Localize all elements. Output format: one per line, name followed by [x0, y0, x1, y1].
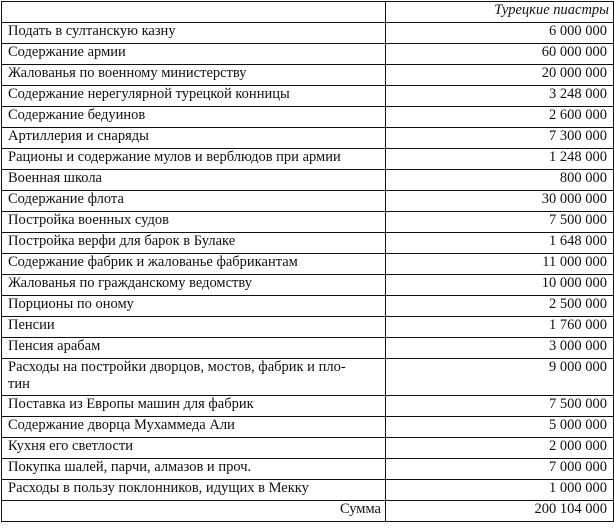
row-label: Содержание бедуинов: [2, 107, 386, 128]
table-row: [2, 396, 614, 417]
row-value: 7 500 000: [386, 396, 614, 417]
table-row: [2, 438, 614, 459]
row-value: 1 000 000: [386, 480, 614, 501]
row-label: Содержание армии: [2, 44, 386, 65]
row-label: Содержание флота: [2, 191, 386, 212]
table-row: [2, 149, 614, 170]
table-row: [2, 107, 614, 128]
row-label: Жалованья по гражданскому ведомству: [2, 275, 386, 296]
row-value: 6 000 000: [386, 23, 614, 44]
row-value: 2 600 000: [386, 107, 614, 128]
row-value: 30 000 000: [386, 191, 614, 212]
row-label: Рационы и содержание мулов и верблюдов при армии: [2, 149, 386, 170]
table-row: [2, 44, 614, 65]
row-value: 3 248 000: [386, 86, 614, 107]
total-value: 200 104 000: [386, 501, 614, 522]
row-value: 9 000 000: [386, 359, 614, 396]
table-row: [2, 317, 614, 338]
row-value: 1 248 000: [386, 149, 614, 170]
table-row: [2, 480, 614, 501]
row-label: Покупка шалей, парчи, алмазов и проч.: [2, 459, 386, 480]
row-value: 2 500 000: [386, 296, 614, 317]
header-label-cell: [2, 2, 386, 23]
row-value: 5 000 000: [386, 417, 614, 438]
table-row: [2, 170, 614, 191]
table-row: [2, 417, 614, 438]
table-row: [2, 191, 614, 212]
row-label: Военная школа: [2, 170, 386, 191]
row-label: Содержание дворца Мухаммеда Али: [2, 417, 386, 438]
row-value: 11 000 000: [386, 254, 614, 275]
row-value: 2 000 000: [386, 438, 614, 459]
table-row: [2, 128, 614, 149]
row-label: Порционы по оному: [2, 296, 386, 317]
row-label: [2, 359, 386, 396]
table-row: [2, 233, 614, 254]
row-label-line-1: Расходы на постройки дворцов, мостов, фабрик и пло-: [8, 359, 346, 375]
row-label: Пенсия арабам: [2, 338, 386, 359]
table-row: [2, 65, 614, 86]
budget-table: [1, 1, 614, 522]
total-label: Сумма: [2, 501, 386, 522]
row-label: Содержание нерегулярной турецкой конницы: [2, 86, 386, 107]
row-label: Расходы в пользу поклонников, идущих в Мекку: [2, 480, 386, 501]
row-value: 7 500 000: [386, 212, 614, 233]
row-value: 1 648 000: [386, 233, 614, 254]
row-label: Постройка верфи для барок в Булаке: [2, 233, 386, 254]
row-label-line-2: тин: [8, 376, 30, 392]
row-value: 10 000 000: [386, 275, 614, 296]
row-label: Кухня его светлости: [2, 438, 386, 459]
row-value: 3 000 000: [386, 338, 614, 359]
table-row: [2, 212, 614, 233]
row-value: 7 000 000: [386, 459, 614, 480]
row-label: Жалованья по военному министерству: [2, 65, 386, 86]
row-value: 800 000: [386, 170, 614, 191]
table-row: [2, 459, 614, 480]
row-label: Пенсии: [2, 317, 386, 338]
row-label: Артиллерия и снаряды: [2, 128, 386, 149]
total-row: [2, 501, 614, 522]
row-label: Поставка из Европы машин для фабрик: [2, 396, 386, 417]
table-row: [2, 23, 614, 44]
table-row: [2, 254, 614, 275]
row-label: Содержание фабрик и жалованье фабрикантам: [2, 254, 386, 275]
row-value: 20 000 000: [386, 65, 614, 86]
table-row: [2, 275, 614, 296]
row-label: Подать в султанскую казну: [2, 23, 386, 44]
table-row: [2, 86, 614, 107]
table-row: [2, 338, 614, 359]
table-row: [2, 359, 614, 396]
header-currency-cell: Турецкие пиастры: [386, 2, 614, 23]
row-value: 1 760 000: [386, 317, 614, 338]
row-label: Постройка военных судов: [2, 212, 386, 233]
table-row: [2, 296, 614, 317]
row-value: 60 000 000: [386, 44, 614, 65]
row-value: 7 300 000: [386, 128, 614, 149]
table-header-row: [2, 2, 614, 23]
